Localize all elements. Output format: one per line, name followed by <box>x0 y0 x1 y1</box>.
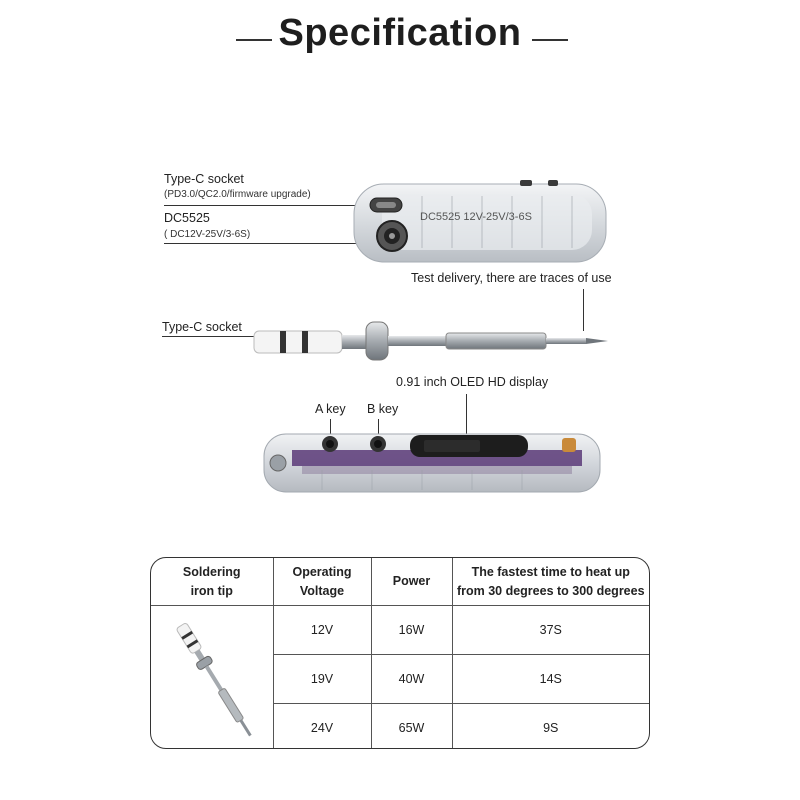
table-row <box>151 606 649 655</box>
header-soldering-tip: Soldering iron tip <box>151 558 273 606</box>
dc5525-sublabel: ( DC12V-25V/3-6S) <box>164 229 251 240</box>
voltage-cell: 24V <box>273 704 371 750</box>
device-ports-view-image <box>352 176 612 266</box>
header-heat-time: The fastest time to heat up from 30 degrees to 300 degrees <box>452 558 649 606</box>
header-power: Power <box>371 558 452 606</box>
heat-time-cell: 9S <box>452 704 649 750</box>
heat-time-cell: 14S <box>452 655 649 704</box>
voltage-cell: 12V <box>273 606 371 655</box>
power-cell: 65W <box>371 704 452 750</box>
device-display-view-image <box>262 430 604 496</box>
header-operating-voltage: Operating Voltage <box>273 558 371 606</box>
shell-marking: DC5525 12V-25V/3-6S <box>420 211 532 223</box>
table-header-row <box>151 558 649 606</box>
tip-typec-leader-line <box>162 336 262 337</box>
tip-typec-label: Type-C socket <box>162 320 242 334</box>
soldering-tip-image <box>250 318 620 364</box>
oled-display-label: 0.91 inch OLED HD display <box>396 375 549 389</box>
typec-socket-sublabel: (PD3.0/QC2.0/firmware upgrade) <box>164 189 311 200</box>
a-key-label: A key <box>315 402 346 416</box>
power-cell: 40W <box>371 655 452 704</box>
test-delivery-note: Test delivery, there are traces of use <box>411 271 612 285</box>
page-title: Specification <box>278 12 522 54</box>
typec-leader-line <box>164 205 384 206</box>
b-key-label: B key <box>367 402 399 416</box>
typec-socket-label: Type-C socket <box>164 172 244 186</box>
spec-table <box>150 557 650 749</box>
title-rule-right <box>532 39 568 41</box>
dc5525-label: DC5525 <box>164 211 210 225</box>
power-cell: 16W <box>371 606 452 655</box>
heat-time-cell: 37S <box>452 606 649 655</box>
voltage-cell: 19V <box>273 655 371 704</box>
tip-thumbnail-image <box>162 612 262 742</box>
tip-image-cell <box>151 606 273 750</box>
